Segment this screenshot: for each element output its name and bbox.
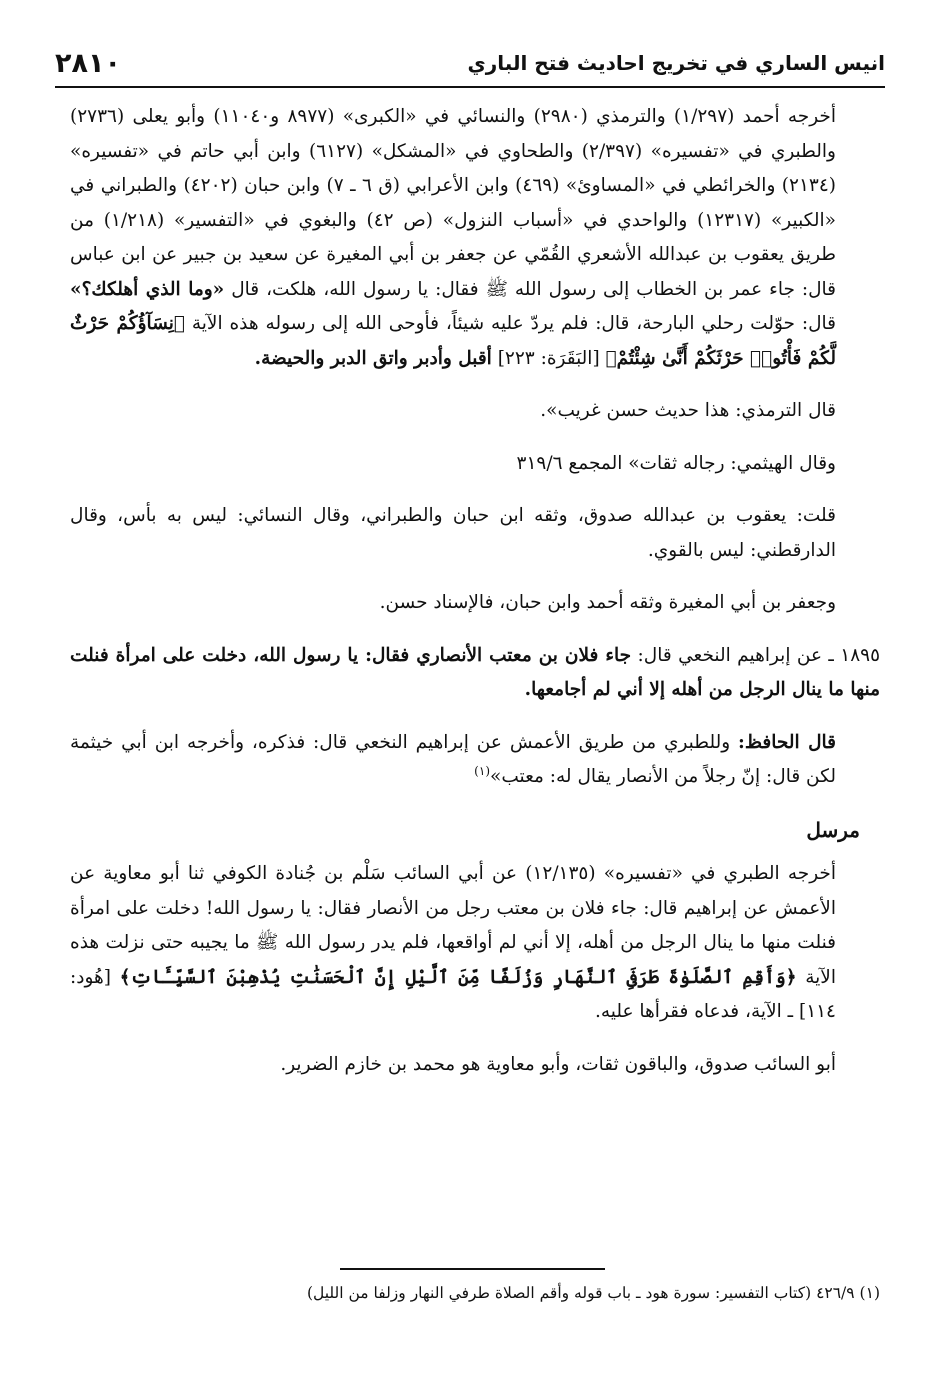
page-header	[55, 40, 885, 88]
bold-quote: «وما الذي أهلكك؟»	[70, 278, 225, 300]
verse-reference: [البَقَرَة: ٢٢٣]	[497, 347, 600, 369]
takhrij-paragraph-1	[70, 100, 880, 376]
tirmidhi-quote: قال الترمذي: هذا حديث حسن غريب».	[540, 400, 836, 421]
footnote-text: ٤٢٦/٩ (كتاب التفسير: سورة هود ـ باب قوله وأقم الصلاة طرفي النهار وزلفا من الليل)	[306, 1284, 855, 1302]
footnote-divider	[340, 1268, 605, 1270]
hafiz-comment	[70, 726, 880, 795]
hadith-number: ١٨٩٥ ـ	[828, 644, 881, 666]
quran-verse: ﴿وَأَقِمِ ٱلصَّلَوٰةَ طَرَفَىِ ٱلنَّهَارِ وَزُلَفًا مِّنَ ٱلَّيْلِ إِنَّ ٱلْحَسَنَٰتِ يُذْهِبْنَ ٱلسَّيِّـَٔاتِ﴾	[119, 966, 797, 988]
hafiz-label: قال الحافظ:	[738, 731, 836, 753]
narrators-grade: أبو السائب صدوق، والباقون ثقات، وأبو معاوية هو محمد بن خازم الضرير.	[280, 1053, 836, 1075]
paragraph-text: أخرجه الطبري في «تفسيره» (١٢/١٣٥) عن أبي السائب سَلْم بن جُنادة الكوفي ثنا أبو معاوية عن الأعمش عن إبراهيم قال: جاء فلان بن معتب رجل من الأنصار فقال: يا رسول الله! دخلت على امرأة فنلت منها ما ينال الرجل من أهله، إلا أني لم أواقعها، فلم يدر رسول الله ﷺ ما يجيبه حتى نزلت هذه الآية	[70, 863, 836, 988]
paragraph-text: قال: حوّلت رحلي البارحة، قال: فلم يردّ عليه شيئاً، فأوحى الله إلى رسوله هذه الآية	[191, 313, 836, 334]
author-note: قلت: يعقوب بن عبدالله صدوق، وثقه ابن حبان والطبراني، وقال النسائي: ليس به بأس، وقال الدارقطني: ليس بالقوي.	[70, 505, 836, 561]
quran-verse: ﴿نِسَآؤُكُمْ حَرْثٌ لَّكُمْ فَأْتُوا۟ حَرْثَكُمْ أَنَّىٰ شِئْتُمْ﴾	[70, 313, 836, 369]
section-heading: مرسل	[806, 817, 860, 842]
takhrij-paragraph-2	[70, 857, 880, 1030]
paragraph-text: أخرجه أحمد (١/٢٩٧) والترمذي (٢٩٨٠) والنسائي في «الكبرى» (٨٩٧٧ و١١٠٤٠) وأبو يعلى (٢٧٣٦) والطبري في «تفسيره» (٢/٣٩٧) والطحاوي في «المشكل» (٦١٢٧) وابن أبي حاتم في «تفسيره» (٢١٣٤) والخرائطي في «المساوئ» (٤٦٩) وابن الأعرابي (ق ٦ ـ ٧) وابن حبان (٤٢٠٢) والطبراني في «الكبير» (١٢٣١٧) والواحدي في «أسباب النزول» (ص ٤٢) والبغوي في «التفسير» (١/٢١٨) من طريق يعقوب بن عبدالله الأشعري القُمّي عن جعفر بن أبي المغيرة عن سعيد بن جبير عن ابن عباس قال: جاء عمر بن الخطاب إلى رسول الله ﷺ فقال: يا رسول الله، هلكت، قال	[70, 106, 836, 300]
verse-reference: [هُود: ١١٤]	[70, 966, 836, 1022]
hadith-1895	[70, 639, 880, 708]
paragraph-text: ـ الآية، فدعاه فقرأها عليه.	[594, 1001, 794, 1022]
bold-text: أقبل وأدبر واتق الدبر والحيضة.	[254, 347, 492, 369]
haythami-quote: وقال الهيثمي: رجاله ثقات» المجمع ٣١٩/٦	[516, 452, 836, 474]
footnote	[70, 1280, 880, 1306]
hadith-text: جاء فلان بن معتب الأنصاري فقال: يا رسول الله، دخلت على امرأة فنلت منها ما ينال الرجل من أهله إلا أني لم أجامعها.	[70, 644, 880, 700]
page-number: ٢٨١٠	[55, 47, 121, 79]
hadith-intro: عن إبراهيم النخعي قال:	[637, 644, 822, 666]
footnote-marker: (١)	[474, 763, 490, 778]
footnote-number: (١)	[859, 1284, 880, 1302]
page-body	[70, 100, 880, 1100]
isnad-grade: وجعفر بن أبي المغيرة وثقه أحمد وابن حبان، فالإسناد حسن.	[379, 592, 836, 613]
hafiz-text: وللطبري من طريق الأعمش عن إبراهيم النخعي قال: فذكره، وأخرجه ابن أبي خيثمة لكن قال: إنّ رجلاً من الأنصار يقال له: معتب»	[70, 731, 836, 787]
running-title: انيس الساري في تخريج احاديث فتح الباري	[467, 51, 885, 75]
